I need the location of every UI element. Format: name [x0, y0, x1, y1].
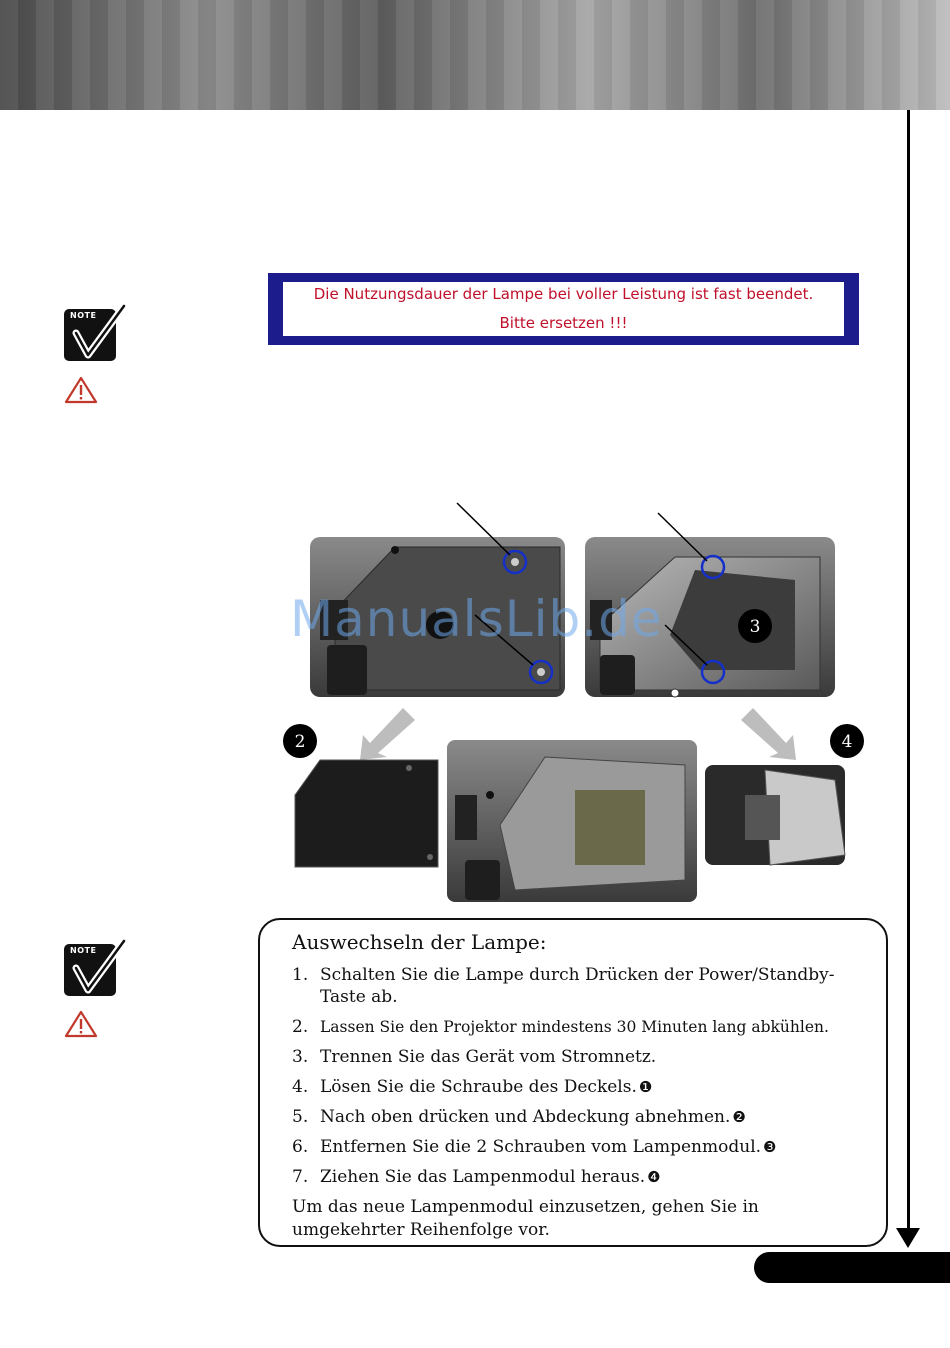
page-number-tab [754, 1252, 950, 1283]
step-marker: ❷ [732, 1108, 746, 1126]
step-number: 2. [292, 1017, 309, 1037]
banner-line-1: Die Nutzungsdauer der Lampe bei voller Leistung ist fast beendet. [313, 285, 814, 303]
arrow-down-icon [896, 1228, 920, 1248]
step-marker: ❶ [638, 1078, 653, 1096]
lamp-module-photo [705, 765, 845, 865]
projector-lamp-bay-photo [447, 740, 697, 902]
note-check-icon [64, 303, 126, 365]
step-number: 1. [292, 965, 309, 985]
step-number: 3. [292, 1047, 309, 1067]
arrow-left-down-icon [360, 708, 415, 760]
list-item [292, 1136, 862, 1158]
list-item [292, 1106, 862, 1128]
note-label: NOTE [70, 311, 97, 320]
step-number: 7. [292, 1167, 309, 1187]
lamp-warning-banner [268, 273, 859, 345]
note-check-icon [64, 938, 126, 1000]
step-number: 4. [292, 1077, 309, 1097]
step-text: Entfernen Sie die 2 Schrauben vom Lampenmodul. [320, 1137, 762, 1157]
steps-list [292, 964, 862, 1188]
step-text: Trennen Sie das Gerät vom Stromnetz. [320, 1047, 657, 1067]
page-edge-rule [907, 110, 910, 1230]
list-item [292, 1046, 862, 1068]
arrow-right-down-icon [741, 708, 796, 760]
step-marker: ❸ [763, 1138, 777, 1156]
step-text: Schalten Sie die Lampe durch Drücken der Power/Standby-Taste ab. [320, 965, 835, 1007]
header-band [0, 0, 950, 110]
step-text: Lassen Sie den Projektor mindestens 30 Minuten lang abkühlen. [320, 1018, 829, 1036]
instructions-title: Auswechseln der Lampe: [292, 930, 547, 954]
instructions-footer: Um das neue Lampenmodul einzusetzen, gehen Sie in umgekehrter Reihenfolge vor. [292, 1197, 759, 1240]
step-number: 5. [292, 1107, 309, 1127]
warning-triangle-icon [64, 1010, 98, 1038]
lamp-replacement-instructions [258, 918, 888, 1247]
watermark-text: ManualsLib.de [290, 590, 663, 648]
removed-cover-photo [295, 760, 438, 867]
list-item [292, 1166, 862, 1188]
note-label: NOTE [70, 946, 97, 955]
list-item [292, 1076, 862, 1098]
list-item [292, 1016, 862, 1038]
list-item [292, 964, 862, 1008]
step-text: Ziehen Sie das Lampenmodul heraus. [320, 1167, 646, 1187]
step-number: 6. [292, 1137, 309, 1157]
warning-triangle-icon [64, 376, 98, 404]
callout-4-label: 4 [841, 732, 853, 752]
callout-3-label: 3 [749, 617, 761, 637]
step-text: Nach oben drücken und Abdeckung abnehmen. [320, 1107, 731, 1127]
step-text: Lösen Sie die Schraube des Deckels. [320, 1077, 637, 1097]
step-marker: ❹ [647, 1168, 661, 1186]
banner-line-2: Bitte ersetzen !!! [499, 314, 628, 332]
lamp-replacement-photos [275, 495, 875, 905]
callout-2-label: 2 [294, 732, 306, 752]
